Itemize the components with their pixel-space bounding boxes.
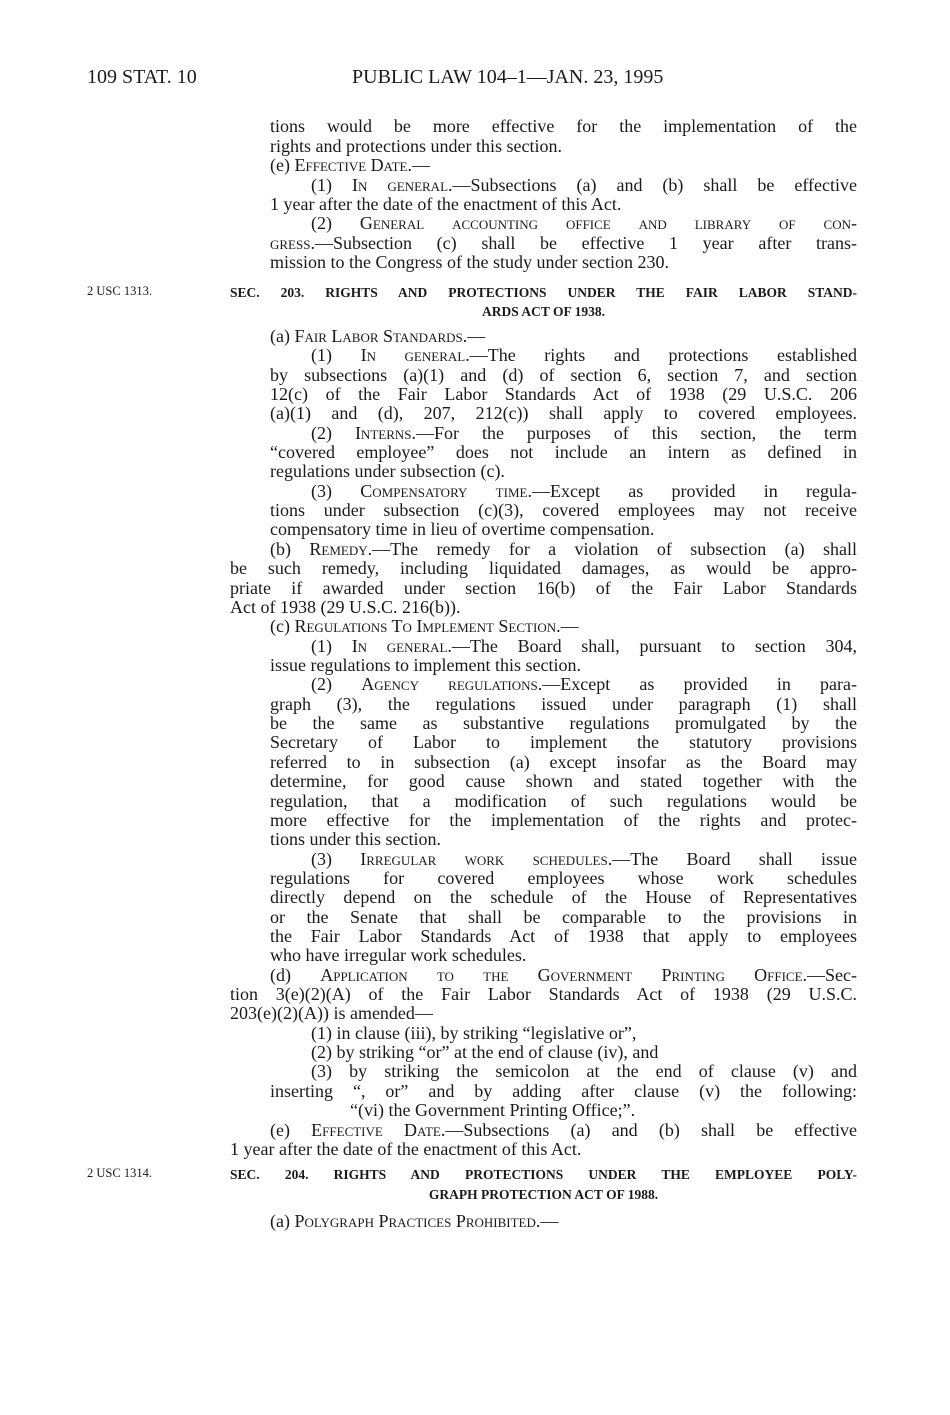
text-line: (1) in clause (iii), by striking “legislative or”, — [311, 1023, 637, 1043]
paragraph-heading: (3) Irregular work schedules.—The Board shall issue — [311, 849, 857, 869]
text-line: inserting “, or” and by adding after clause (v) the following: — [270, 1081, 857, 1101]
text-line: issue regulations to implement this section. — [270, 655, 581, 675]
text-line: “covered employee” does not include an intern as defined in — [270, 442, 857, 462]
page-number: 109 STAT. 10 — [87, 66, 197, 88]
text-line: tions under this section. — [270, 829, 441, 849]
text-line: directly depend on the schedule of the House of Representatives — [270, 887, 857, 907]
paragraph-heading: (1) In general.—The rights and protections established — [311, 345, 857, 365]
paragraph-heading: (2) Agency regulations.—Except as provided in para- — [311, 674, 858, 694]
text-line: 12(c) of the Fair Labor Standards Act of 1938 (29 U.S.C. 206 — [270, 384, 857, 404]
text-line: or the Senate that shall be comparable to the provisions in — [270, 907, 857, 927]
text-line: regulation, that a modification of such regulations would be — [270, 791, 857, 811]
text-line: the Fair Labor Standards Act of 1938 that apply to employees — [270, 926, 857, 946]
margin-note-204: 2 USC 1314. — [87, 1166, 152, 1180]
text-line: mission to the Congress of the study under section 230. — [270, 252, 669, 272]
section-title-203-cont: ARDS ACT OF 1938. — [481, 304, 606, 319]
text-line: by subsections (a)(1) and (d) of section 6, section 7, and section — [270, 365, 857, 385]
text-line: (a)(1) and (d), 207, 212(c)) shall apply to covered employees. — [270, 403, 857, 423]
text-line: regulations for covered employees whose work schedules — [270, 868, 857, 888]
paragraph-heading: (2) Interns.—For the purposes of this section, the term — [311, 423, 857, 443]
subsection-heading: (e) Effective Date.— — [270, 155, 430, 175]
subsection-heading: (e) Effective Date.—Subsections (a) and (b) shall be effective — [270, 1120, 858, 1140]
text-line: determine, for good cause shown and stated together with the — [270, 771, 857, 791]
subsection-heading: (d) Application to the Government Printing Office.—Sec- — [270, 965, 857, 985]
text-line: gress.—Subsection (c) shall be effective 1 year after trans- — [270, 233, 857, 253]
text-line: regulations under subsection (c). — [270, 461, 505, 481]
subsection-heading: (b) Remedy.—The remedy for a violation of subsection (a) shall — [270, 539, 857, 559]
text-line: 1 year after the date of the enactment of this Act. — [230, 1139, 582, 1159]
section-title-203: SEC. 203. RIGHTS AND PROTECTIONS UNDER THE FAIR LABOR STAND- — [230, 285, 857, 300]
text-line: be such remedy, including liquidated damages, as would be appro- — [230, 558, 857, 578]
text-line: compensatory time in lieu of overtime compensation. — [270, 519, 655, 539]
section-title-204-cont: GRAPH PROTECTION ACT OF 1988. — [428, 1187, 659, 1202]
subsection-heading: (c) Regulations To Implement Section.— — [270, 616, 579, 636]
text-line: Secretary of Labor to implement the statutory provisions — [270, 732, 857, 752]
text-line: tions would be more effective for the implementation of the — [270, 116, 857, 136]
text-line: tion 3(e)(2)(A) of the Fair Labor Standards Act of 1938 (29 U.S.C. — [230, 984, 857, 1004]
text-line: (3) by striking the semicolon at the end of clause (v) and — [311, 1061, 857, 1081]
text-line: who have irregular work schedules. — [270, 945, 527, 965]
text-line: be the same as substantive regulations promulgated by the — [270, 713, 857, 733]
section-title-204: SEC. 204. RIGHTS AND PROTECTIONS UNDER THE EMPLOYEE POLY- — [230, 1167, 857, 1182]
text-line: tions under subsection (c)(3), covered employees may not receive — [270, 500, 857, 520]
text-line: 203(e)(2)(A)) is amended— — [230, 1003, 433, 1023]
text-line: Act of 1938 (29 U.S.C. 216(b)). — [230, 597, 461, 617]
subsection-heading: (a) Fair Labor Standards.— — [270, 326, 486, 346]
text-line: “(vi) the Government Printing Office;”. — [350, 1100, 636, 1120]
paragraph-heading: (1) In general.—Subsections (a) and (b) shall be effective — [311, 175, 857, 195]
text-line: graph (3), the regulations issued under paragraph (1) shall — [270, 694, 857, 714]
text-line: referred to in subsection (a) except insofar as the Board may — [270, 752, 857, 772]
text-line: 1 year after the date of the enactment of this Act. — [270, 194, 622, 214]
margin-note-203: 2 USC 1313. — [87, 284, 152, 298]
text-line: priate if awarded under section 16(b) of the Fair Labor Standards — [230, 578, 857, 598]
text-line: (2) by striking “or” at the end of clause (iv), and — [311, 1042, 659, 1062]
paragraph-heading: (3) Compensatory time.—Except as provided in regula- — [311, 481, 858, 501]
subsection-heading: (a) Polygraph Practices Prohibited.— — [270, 1211, 559, 1231]
text-line: rights and protections under this section. — [270, 136, 562, 156]
running-title: PUBLIC LAW 104–1—JAN. 23, 1995 — [352, 66, 664, 88]
paragraph-heading: (2) General accounting office and library of con- — [311, 213, 857, 233]
paragraph-heading: (1) In general.—The Board shall, pursuant to section 304, — [311, 636, 857, 656]
text-line: more effective for the implementation of the rights and protec- — [270, 810, 857, 830]
